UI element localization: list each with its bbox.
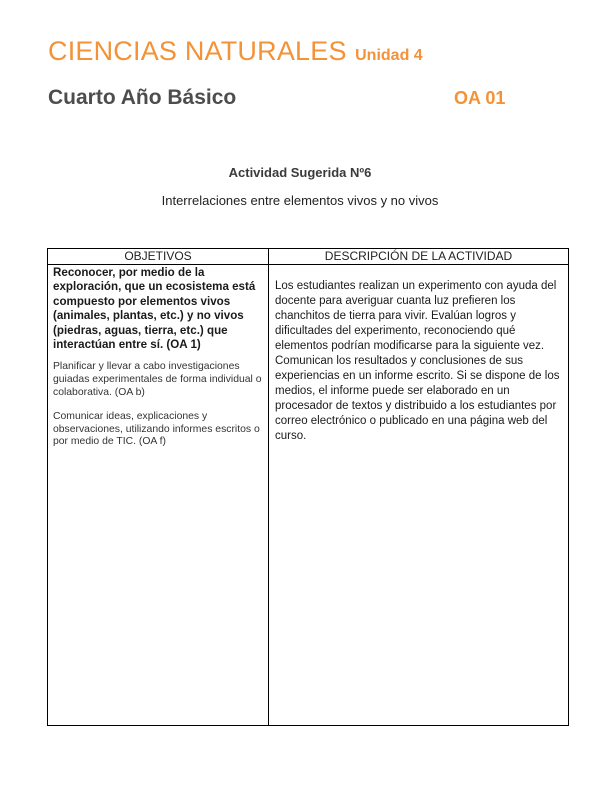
unit-label: Unidad 4 [355, 47, 423, 64]
table-header-row [48, 249, 569, 265]
objective-secondary: Comunicar ideas, explicaciones y observaciones, utilizando informes escritos o por medio de TIC. (OA f) [53, 411, 260, 448]
header-description: DESCRIPCIÓN DE LA ACTIVIDAD [269, 249, 569, 265]
activity-title: Actividad Sugerida Nº6 [228, 165, 372, 180]
header-objectives: OBJETIVOS [48, 249, 269, 265]
oa-code: OA 01 [454, 88, 506, 108]
grade-title: Cuarto Año Básico [48, 86, 237, 109]
subject-heading [48, 36, 423, 67]
objective-main: Reconocer, por medio de la exploración, que un ecosistema está compuesto por elementos vivos (animales, plantas, etc.) y no vivos (piedras, aguas, tierra, etc.) que interactúan entre sí. (OA 1) [53, 266, 256, 352]
activity-description: Los estudiantes realizan un experimento con ayuda del docente para averiguar cuanta luz prefieren los chanchitos de tierra para vivir. Evalúan logros y dificultades del experimento, reconociendo qué elementos podrían modificarse para la siguiente vez. Comunican los resultados y conclusiones de sus experiencias en un informe escrito. Si se dispone de los medios, el informe puede ser elaborado en un procesador de textos y distribuido a los estudiantes por correo electrónico o publicado en una página web del curso. [275, 280, 560, 442]
table-row [48, 265, 569, 726]
objective-secondary: Planificar y llevar a cabo investigaciones guiadas experimentales de forma individual o colaborativa. (OA b) [53, 361, 262, 398]
description-cell [269, 265, 569, 726]
objectives-cell [48, 265, 269, 726]
activity-table [47, 248, 569, 726]
subject-title: CIENCIAS NATURALES [48, 36, 347, 66]
activity-subtitle: Interrelaciones entre elementos vivos y no vivos [161, 193, 439, 208]
